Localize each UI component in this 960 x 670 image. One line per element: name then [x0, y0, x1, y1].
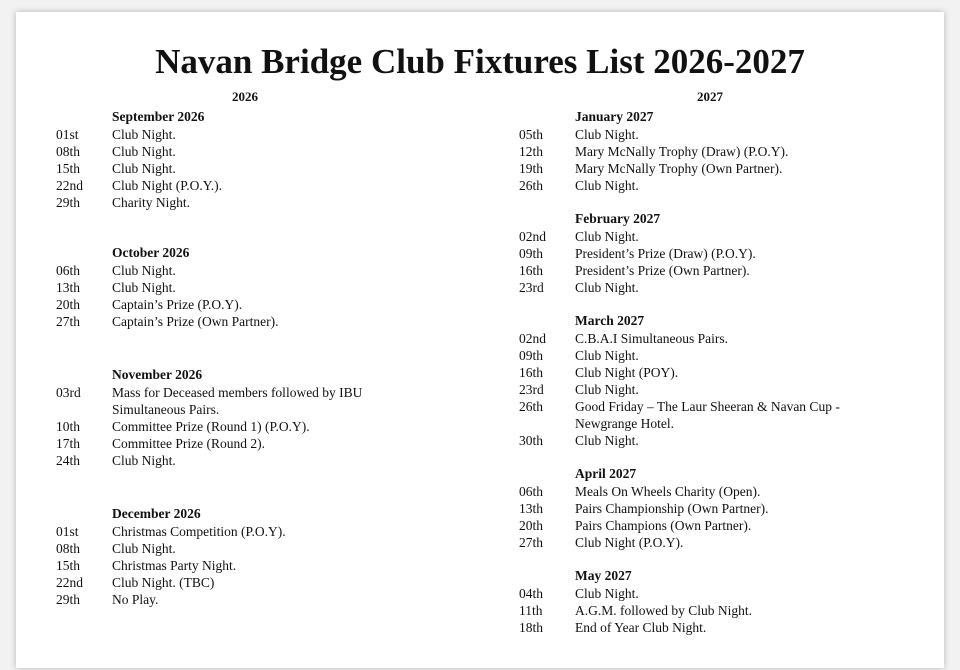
fixture-date: 27th [56, 314, 81, 329]
fixture-event: President’s Prize (Own Partner). [575, 263, 750, 278]
fixture-date: 23rd [519, 280, 544, 295]
fixture-row [56, 313, 476, 330]
fixture-row [519, 500, 929, 517]
fixture-date: 06th [56, 263, 81, 278]
fixture-date: 23rd [519, 382, 544, 397]
fixtures-column-left [56, 108, 476, 608]
fixture-row [56, 452, 476, 469]
fixture-row [56, 143, 476, 160]
page-title: Navan Bridge Club Fixtures List 2026-2027 [155, 42, 805, 81]
month-block [519, 108, 929, 194]
fixture-date: 05th [519, 127, 544, 142]
month-block [519, 567, 929, 636]
fixture-event: Mary McNally Trophy (Draw) (P.O.Y). [575, 144, 789, 159]
fixture-row [56, 194, 476, 211]
fixture-date: 20th [56, 297, 81, 312]
fixture-row [519, 228, 929, 245]
fixture-event: Club Night. [112, 127, 176, 142]
fixture-event: Club Night. [575, 586, 639, 601]
fixture-event: Club Night. [575, 382, 639, 397]
fixture-event: Club Night. [112, 144, 176, 159]
fixture-date: 03rd [56, 385, 81, 400]
fixture-date: 04th [519, 586, 544, 601]
fixture-date: 08th [56, 144, 81, 159]
fixture-row [519, 245, 929, 262]
fixture-row [519, 602, 929, 619]
fixture-event: Mary McNally Trophy (Own Partner). [575, 161, 783, 176]
fixture-event: Club Night (POY). [575, 365, 679, 380]
fixture-date: 11th [519, 603, 543, 618]
year-heading-left: 2026 [232, 89, 258, 104]
fixture-date: 26th [519, 399, 544, 414]
fixture-event: Club Night. [112, 280, 176, 295]
fixture-event: No Play. [112, 592, 159, 607]
fixture-row [56, 435, 476, 452]
fixture-event: Committee Prize (Round 2). [112, 436, 265, 451]
fixture-row [519, 534, 929, 551]
fixture-row [519, 483, 929, 500]
month-heading: December 2026 [112, 506, 201, 521]
month-block [519, 210, 929, 296]
fixture-row [56, 591, 476, 608]
fixture-event: Club Night. (TBC) [112, 575, 215, 590]
fixture-row [56, 296, 476, 313]
fixture-event: Captain’s Prize (Own Partner). [112, 314, 279, 329]
fixture-date: 30th [519, 433, 544, 448]
fixture-row [56, 279, 476, 296]
fixture-row [519, 619, 929, 636]
fixture-date: 22nd [56, 178, 83, 193]
fixture-row [519, 143, 929, 160]
fixture-date: 02nd [519, 229, 546, 244]
fixture-row [56, 177, 476, 194]
fixture-row [519, 585, 929, 602]
fixture-date: 22nd [56, 575, 83, 590]
fixture-row [519, 330, 929, 347]
fixture-row [56, 160, 476, 177]
fixture-row [519, 126, 929, 143]
fixture-event: Charity Night. [112, 195, 190, 210]
fixture-event: Club Night. [112, 161, 176, 176]
month-heading: January 2027 [575, 109, 654, 124]
month-block [56, 244, 476, 330]
fixture-date: 18th [519, 620, 544, 635]
fixtures-column-right [519, 108, 929, 636]
fixture-event: Captain’s Prize (P.O.Y). [112, 297, 243, 312]
month-block [56, 505, 476, 608]
fixture-event: Christmas Party Night. [112, 558, 237, 573]
fixture-event: Committee Prize (Round 1) (P.O.Y). [112, 419, 310, 434]
fixture-event: Good Friday – The Laur Sheeran & Navan Cup - Newgrange Hotel. [575, 399, 840, 431]
fixture-date: 16th [519, 365, 544, 380]
fixture-row [56, 557, 476, 574]
month-heading: March 2027 [575, 313, 645, 328]
fixture-date: 06th [519, 484, 544, 499]
month-block [519, 312, 929, 449]
fixture-row [519, 279, 929, 296]
fixture-event: Club Night. [112, 541, 176, 556]
fixture-event: Club Night. [112, 263, 176, 278]
fixture-date: 26th [519, 178, 544, 193]
fixture-date: 15th [56, 558, 81, 573]
fixture-event: Club Night. [575, 178, 639, 193]
fixture-date: 24th [56, 453, 81, 468]
fixture-event: Club Night. [575, 433, 639, 448]
fixture-row [519, 398, 929, 432]
fixture-row [519, 177, 929, 194]
month-heading: April 2027 [575, 466, 637, 481]
month-block [56, 366, 476, 469]
fixture-date: 29th [56, 195, 81, 210]
fixture-date: 08th [56, 541, 81, 556]
fixture-row [56, 262, 476, 279]
month-heading: October 2026 [112, 245, 190, 260]
fixture-row [56, 384, 476, 418]
document-page [16, 12, 944, 668]
month-heading: February 2027 [575, 211, 661, 226]
month-block [519, 465, 929, 551]
fixture-row [519, 432, 929, 449]
fixture-event: End of Year Club Night. [575, 620, 707, 635]
month-block [56, 108, 476, 211]
fixture-row [519, 364, 929, 381]
fixture-row [56, 574, 476, 591]
fixture-date: 27th [519, 535, 544, 550]
fixture-event: C.B.A.I Simultaneous Pairs. [575, 331, 729, 346]
fixture-row [56, 126, 476, 143]
fixture-event: Meals On Wheels Charity (Open). [575, 484, 761, 499]
fixture-row [56, 418, 476, 435]
fixture-date: 01st [56, 127, 79, 142]
fixture-event: President’s Prize (Draw) (P.O.Y). [575, 246, 756, 261]
fixture-row [519, 517, 929, 534]
fixture-date: 09th [519, 246, 544, 261]
fixture-event: Club Night. [575, 127, 639, 142]
fixture-date: 12th [519, 144, 544, 159]
fixture-date: 09th [519, 348, 544, 363]
year-heading-right: 2027 [697, 89, 723, 104]
fixture-event: Club Night. [575, 348, 639, 363]
fixture-row [56, 523, 476, 540]
fixture-row [519, 381, 929, 398]
fixture-date: 29th [56, 592, 81, 607]
fixture-event: Pairs Championship (Own Partner). [575, 501, 769, 516]
fixture-date: 19th [519, 161, 544, 176]
fixture-date: 17th [56, 436, 81, 451]
fixture-date: 13th [56, 280, 81, 295]
fixture-event: Club Night (P.O.Y.). [112, 178, 223, 193]
fixture-date: 16th [519, 263, 544, 278]
fixture-row [519, 347, 929, 364]
month-heading: September 2026 [112, 109, 205, 124]
fixture-date: 02nd [519, 331, 546, 346]
fixture-event: A.G.M. followed by Club Night. [575, 603, 752, 618]
fixture-event: Mass for Deceased members followed by IBU Simultaneous Pairs. [112, 385, 363, 417]
fixture-event: Pairs Champions (Own Partner). [575, 518, 752, 533]
fixture-event: Club Night. [112, 453, 176, 468]
month-heading: May 2027 [575, 568, 632, 583]
fixture-row [519, 160, 929, 177]
fixture-date: 20th [519, 518, 544, 533]
fixture-event: Club Night (P.O.Y). [575, 535, 684, 550]
fixture-row [519, 262, 929, 279]
month-heading: November 2026 [112, 367, 203, 382]
fixture-date: 13th [519, 501, 544, 516]
fixture-event: Club Night. [575, 280, 639, 295]
fixture-event: Christmas Competition (P.O.Y). [112, 524, 286, 539]
fixture-date: 01st [56, 524, 79, 539]
fixture-date: 10th [56, 419, 81, 434]
fixture-row [56, 540, 476, 557]
fixture-date: 15th [56, 161, 81, 176]
fixture-event: Club Night. [575, 229, 639, 244]
